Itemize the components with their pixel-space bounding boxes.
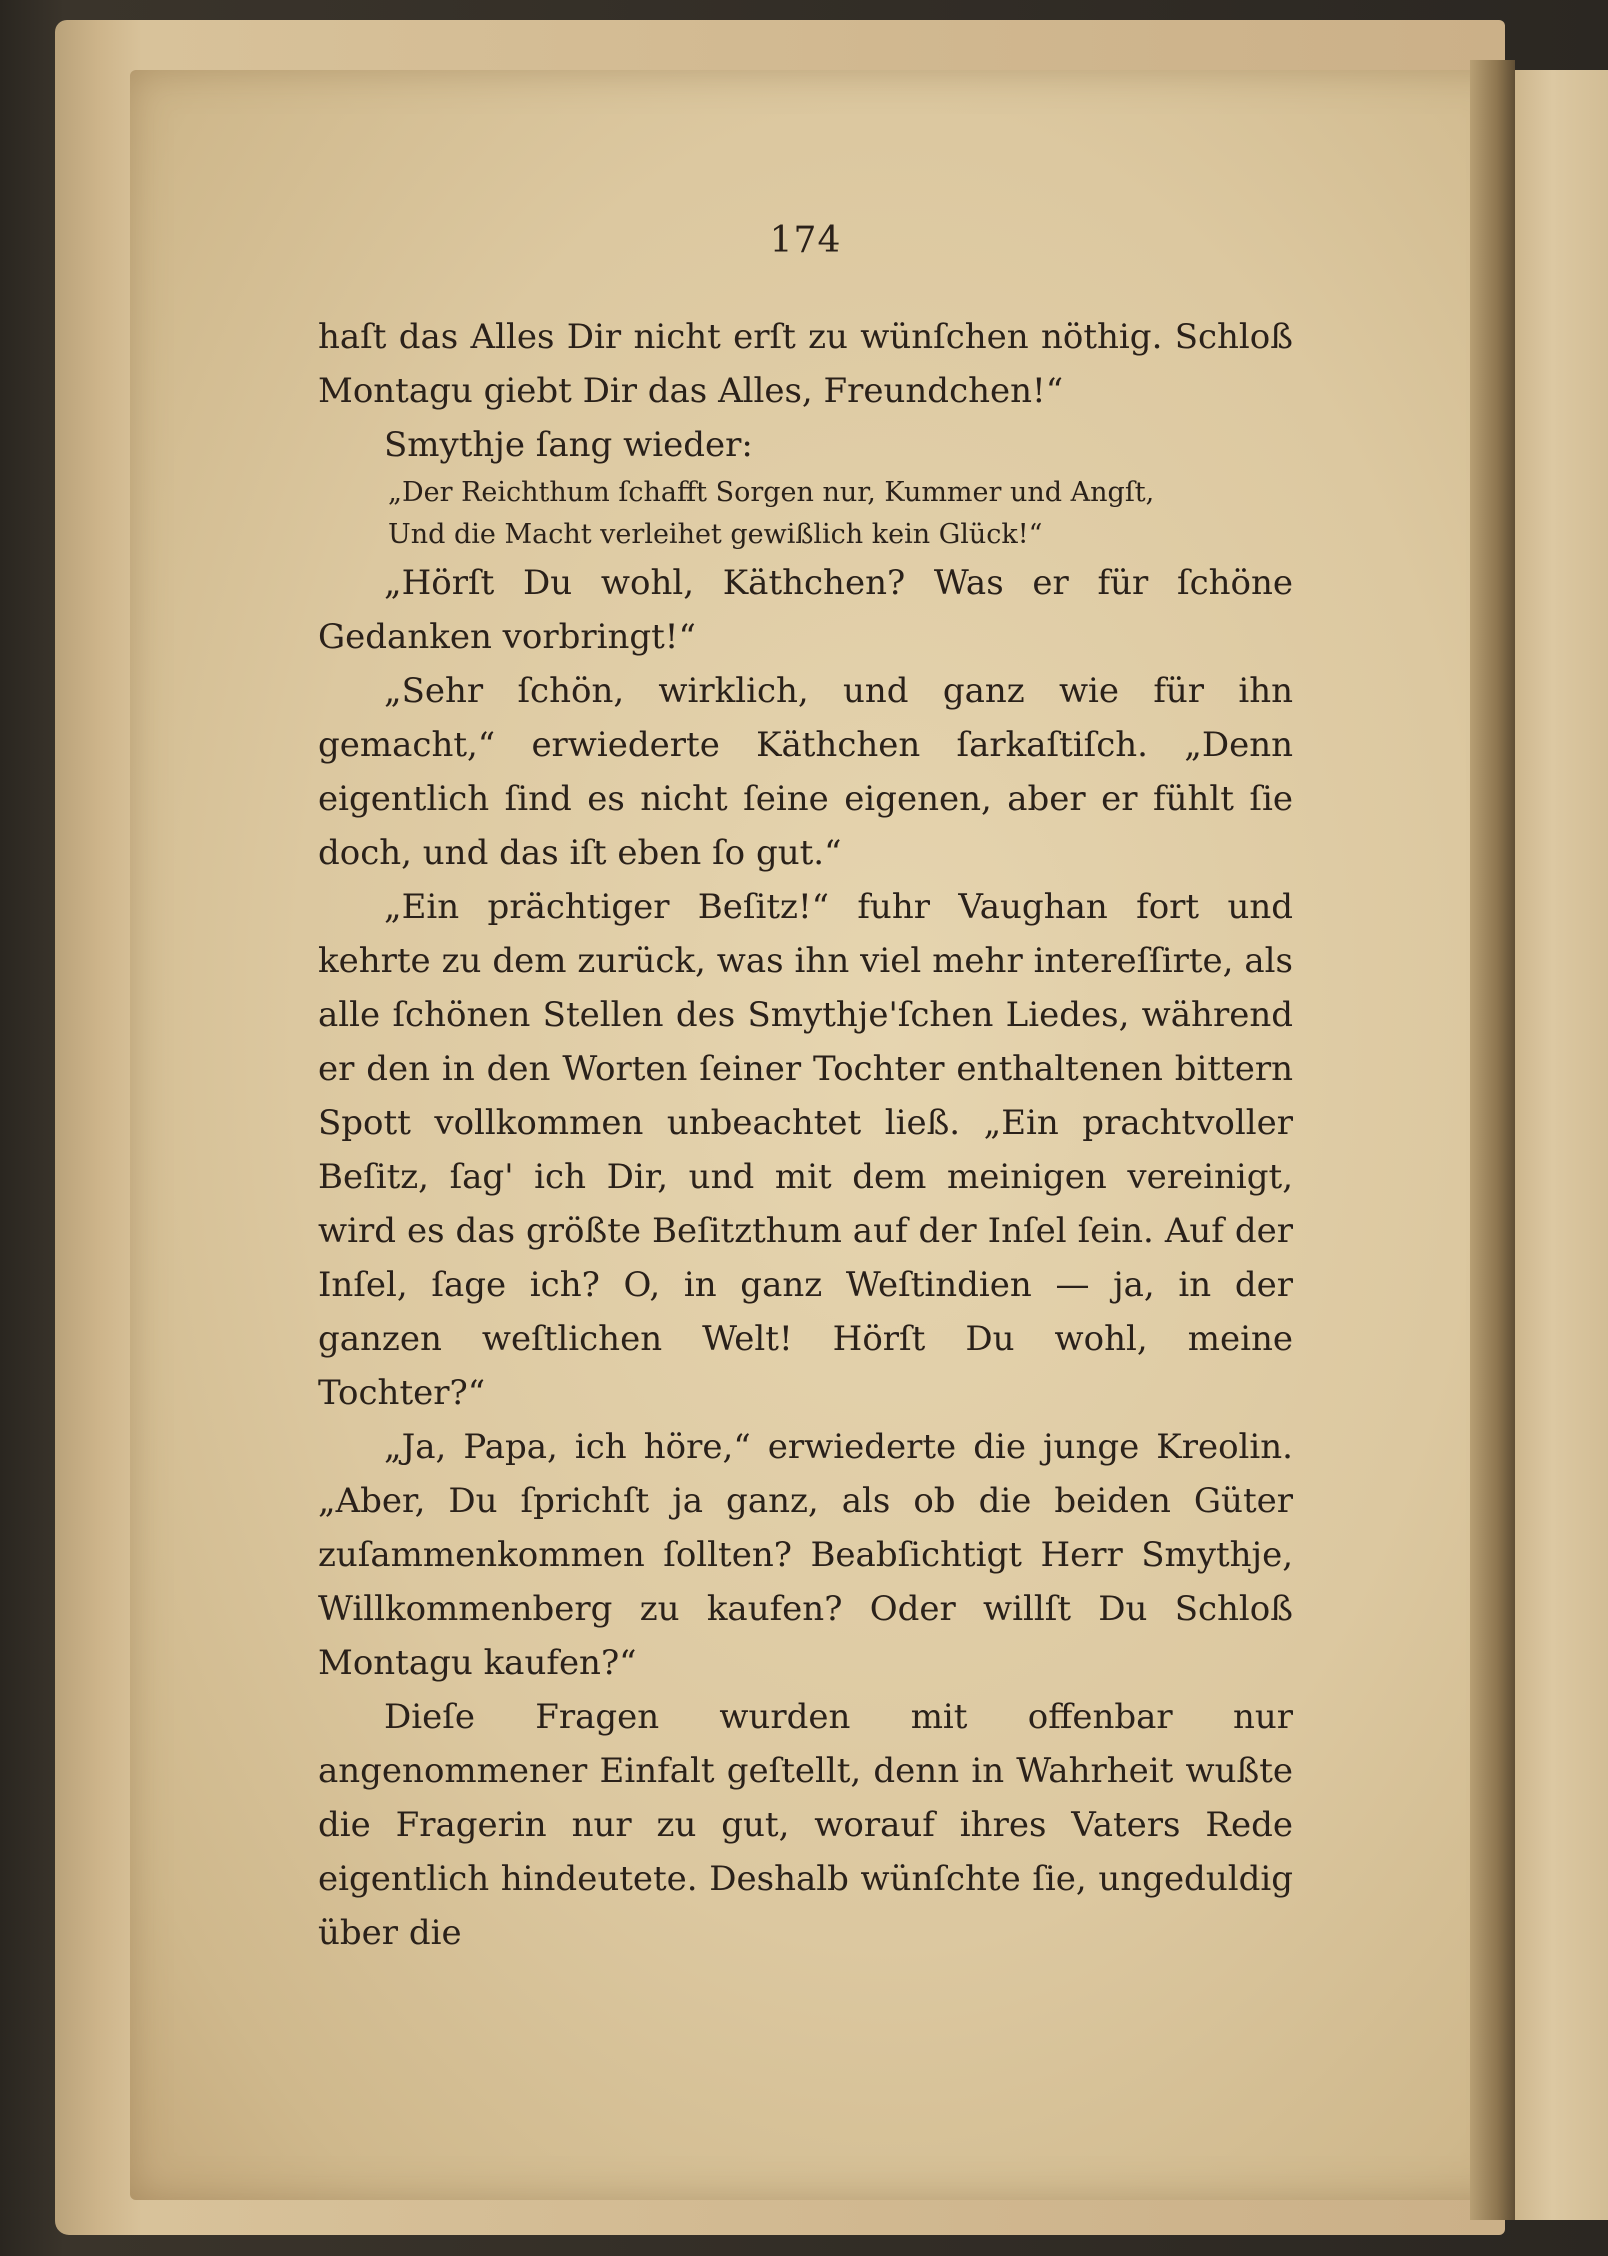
text-body: [318, 310, 1293, 1960]
paragraph: Smythje ſang wieder:: [384, 425, 753, 465]
book-gutter: [1470, 60, 1515, 2220]
verse-line: „Der Reichthum ſchafft Sorgen nur, Kummer und Angſt,: [388, 477, 1155, 508]
verse-line: Und die Macht verleihet gewißlich kein Glück!“: [388, 519, 1043, 550]
verse-quote: [318, 472, 1293, 556]
paragraph: Dieſe Fragen wurden mit offenbar nur angenommener Einfalt geſtellt, denn in Wahrheit wußte die Fragerin nur zu gut, worauf ihres Vaters Rede eigentlich hindeutete. Deshalb wünſchte ſie, ungeduldig über die: [318, 1697, 1293, 1953]
next-page-edge: [1515, 70, 1608, 2220]
paragraph: „Sehr ſchön, wirklich, und ganz wie für ihn gemacht,“ erwiederte Käthchen ſarkaſtiſch. „Denn eigentlich ſind es nicht ſeine eigenen, aber er fühlt ſie doch, und das iſt eben ſo gut.“: [318, 671, 1293, 873]
paragraph: „Hörſt Du wohl, Käthchen? Was er für ſchöne Gedanken vorbringt!“: [318, 563, 1293, 657]
paragraph: haſt das Alles Dir nicht erſt zu wünſchen nöthig. Schloß Montagu giebt Dir das Alles, Freundchen!“: [318, 317, 1293, 411]
page-number: 174: [769, 220, 842, 261]
paragraph: „Ein prächtiger Beſitz!“ fuhr Vaughan fort und kehrte zu dem zurück, was ihn viel mehr intereſſirte, als alle ſchönen Stellen des Smythje'ſchen Liedes, während er den in den Worten ſeiner Tochter enthaltenen bittern Spott vollkommen unbeachtet ließ. „Ein prachtvoller Beſitz, ſag' ich Dir, und mit dem meinigen vereinigt, wird es das größte Beſitzthum auf der Inſel ſein. Auf der Inſel, ſage ich? O, in ganz Weſtindien — ja, in der ganzen weſtlichen Welt! Hörſt Du wohl, meine Tochter?“: [318, 887, 1293, 1413]
paragraph: „Ja, Papa, ich höre,“ erwiederte die junge Kreolin. „Aber, Du ſprichſt ja ganz, als ob die beiden Güter zuſammenkommen ſollten? Beabſichtigt Herr Smythje, Willkommenberg zu kaufen? Oder willſt Du Schloß Montagu kaufen?“: [318, 1427, 1293, 1683]
